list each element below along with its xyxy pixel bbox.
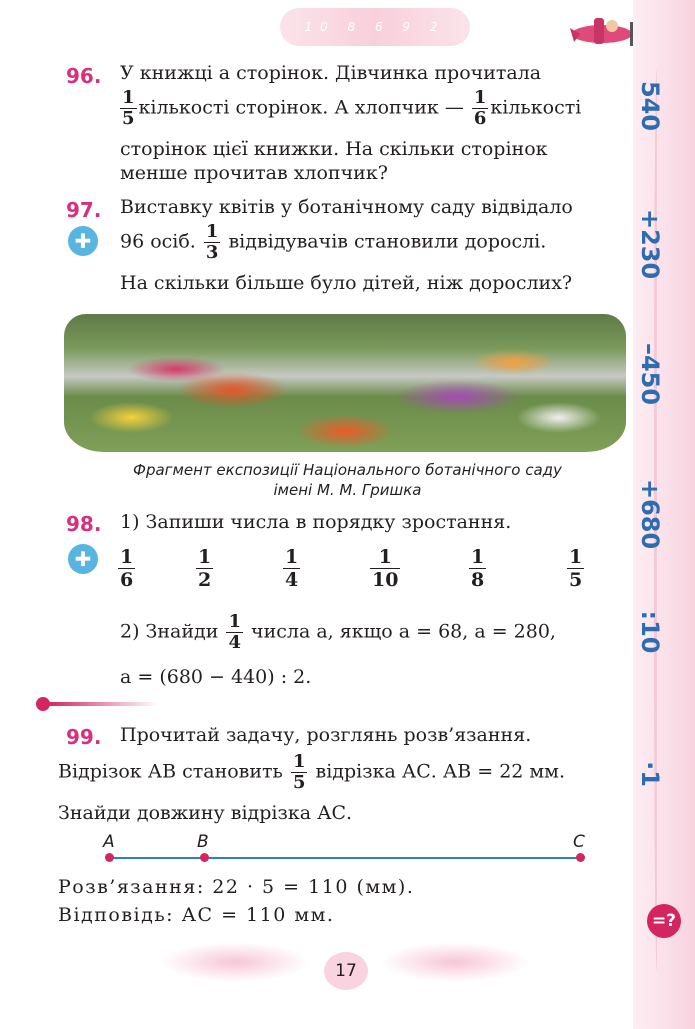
point-b xyxy=(200,853,209,862)
ex98-fraction-quarter: $\frac{1}{4}$ xyxy=(228,611,241,653)
photo-caption-line1: Фрагмент експозиції Національного ботанічного саду xyxy=(133,461,562,479)
photo-caption-line2: імені М. М. Гришка xyxy=(273,481,422,499)
sidebar-label-mul1: ·1 xyxy=(636,761,664,787)
sidebar-label-plus680: +680 xyxy=(636,479,664,550)
ex97-fraction: $\frac{1}{3}$ xyxy=(205,221,219,263)
ex98-fraction-item: $\frac{1}{2}$ xyxy=(198,546,212,591)
divider-line xyxy=(48,702,158,706)
ex98-fraction-item: $\frac{1}{10}$ xyxy=(372,546,399,591)
airplane-icon xyxy=(560,8,640,50)
question-badge: =? xyxy=(647,904,681,938)
footer-cloud-right xyxy=(380,942,530,982)
ex98-fraction-item: $\frac{1}{8}$ xyxy=(471,546,485,591)
ex99-fraction: $\frac{1}{5}$ xyxy=(292,751,306,793)
ex98-line1: 1) Запиши числа в порядку зростання. xyxy=(120,511,512,533)
page-number: 17 xyxy=(324,952,368,990)
ex97-line1: Виставку квітів у ботанічному саду відвідало xyxy=(120,196,573,218)
ex99-answer: Відповідь: АС = 110 мм. xyxy=(58,904,335,926)
ex96-line2: $\frac{1}{5}$ кількості сторінок. А хлопчик — $\frac{1}{6}$ кількості xyxy=(122,87,582,129)
ex96-fraction-2: $\frac{1}{6}$ xyxy=(473,87,487,129)
sidebar-label-plus230: +230 xyxy=(636,209,664,280)
footer-cloud-left xyxy=(160,942,310,982)
ex98-line3: а = (680 − 440) : 2. xyxy=(120,666,312,688)
ex98-fraction-item: $\frac{1}{4}$ xyxy=(285,546,299,591)
ex97-line2: 96 осіб. $\frac{1}{3}$ відвідувачів становили дорослі. xyxy=(120,221,547,263)
header-cloud: 10 8 6 9 2 xyxy=(280,8,470,46)
point-c xyxy=(576,853,585,862)
segment-ac xyxy=(109,857,580,859)
ex99-line2: Відрізок АВ становить $\frac{1}{5}$ відрізка АС. АВ = 22 мм. xyxy=(58,751,566,793)
exercise-99-number: 99. xyxy=(66,725,102,749)
ex99-solution: Розв’язання: 22 · 5 = 110 (мм). xyxy=(58,876,415,898)
sidebar-label-540: 540 xyxy=(636,80,664,132)
ex96-line1: У книжці а сторінок. Дівчинка прочитала xyxy=(120,62,542,84)
exercise-96-number: 96. xyxy=(66,64,102,88)
ex97-line3: На скільки більше було дітей, ніж дорослих? xyxy=(120,272,573,294)
puzzle-icon: ✚ xyxy=(68,544,98,574)
point-c-label: C xyxy=(573,832,585,852)
puzzle-icon: ✚ xyxy=(68,226,98,256)
ex96-line4: менше прочитав хлопчик? xyxy=(120,162,388,184)
ex96-fraction-1: $\frac{1}{5}$ xyxy=(122,87,135,129)
ex99-line1: Прочитай задачу, розглянь розв’язання. xyxy=(120,724,532,746)
point-b-label: B xyxy=(197,832,209,852)
point-a xyxy=(105,853,114,862)
sidebar-label-minus450: –450 xyxy=(636,342,664,406)
ex98-line2: 2) Знайди $\frac{1}{4}$ числа а, якщо а = 68, а = 280, xyxy=(120,611,556,653)
exercise-98-number: 98. xyxy=(66,512,102,536)
sidebar-label-div10: :10 xyxy=(636,610,664,654)
ex98-fraction-item: $\frac{1}{6}$ xyxy=(120,546,134,591)
ex99-line3: Знайди довжину відрізка АС. xyxy=(58,802,353,824)
botanical-garden-photo xyxy=(64,314,626,452)
exercise-97-number: 97. xyxy=(66,198,102,222)
ex96-line3: сторінок цієї книжки. На скільки сторінок xyxy=(120,138,548,160)
ex98-fraction-item: $\frac{1}{5}$ xyxy=(569,546,583,591)
point-a-label: A xyxy=(103,832,115,852)
